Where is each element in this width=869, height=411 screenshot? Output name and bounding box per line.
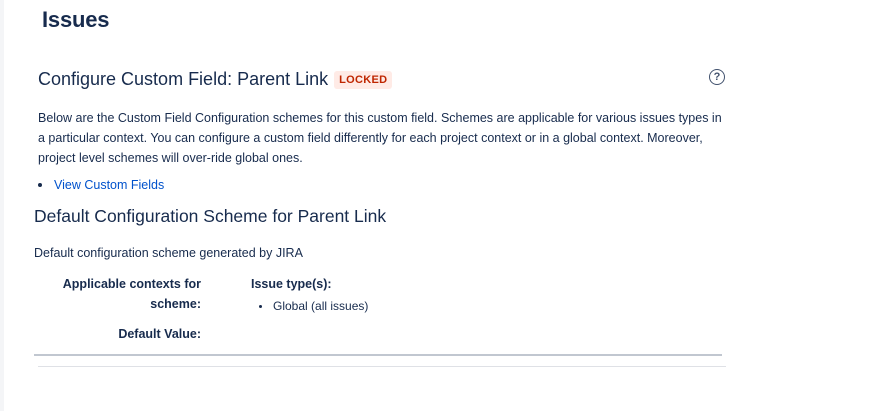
- list-item: [259, 297, 368, 315]
- page-title: Issues: [42, 7, 110, 32]
- divider: [38, 366, 726, 367]
- divider: [34, 354, 722, 356]
- question-circle-icon[interactable]: ?: [709, 69, 725, 85]
- section-description: Below are the Custom Field Configuration schemes for this custom field. Schemes are applicable for various issues types in a particular context. You can configure a custom field differently for each project context or in a global context. Moreover, project level schemes will over-ride global ones.: [38, 111, 722, 165]
- bullet-icon: [259, 305, 262, 308]
- applicable-contexts-label-line2: scheme:: [150, 297, 201, 311]
- links-list: [38, 178, 164, 192]
- section-header: [38, 69, 392, 90]
- issue-types-list: [259, 297, 368, 315]
- default-value-label: Default Value:: [118, 327, 201, 341]
- issue-types-label: Issue type(s):: [251, 277, 332, 291]
- list-item: [38, 178, 164, 192]
- applicable-contexts-label-line1: Applicable contexts for: [62, 277, 201, 291]
- view-custom-fields-link[interactable]: View Custom Fields: [54, 178, 165, 192]
- bullet-icon: [38, 183, 42, 187]
- left-gutter: [0, 0, 4, 411]
- issue-type-value: Global (all issues): [273, 299, 369, 313]
- applicable-contexts-label: [40, 274, 201, 314]
- section-title: Configure Custom Field: Parent Link: [38, 69, 329, 89]
- locked-badge: LOCKED: [334, 71, 392, 89]
- scheme-title: Default Configuration Scheme for Parent Link: [34, 206, 387, 226]
- scheme-description: Default configuration scheme generated by JIRA: [34, 246, 303, 260]
